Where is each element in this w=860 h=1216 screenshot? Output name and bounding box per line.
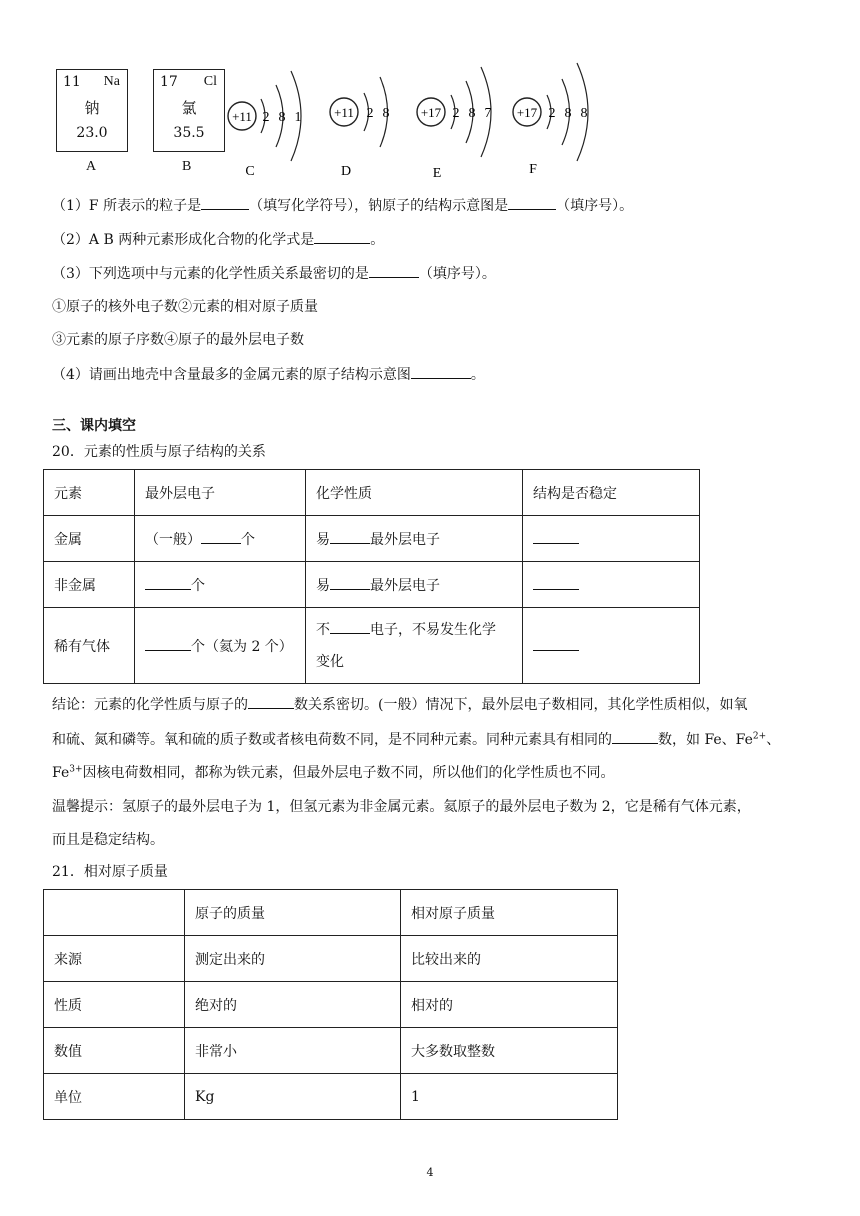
table-cell: 个: [135, 562, 306, 608]
atomic-number: 17: [160, 74, 178, 90]
answer-blank[interactable]: [201, 529, 241, 544]
q19-options-1-2: ①原子的核外电子数②元素的相对原子质量: [52, 299, 318, 315]
atom-diagram-f: [513, 63, 588, 177]
figure-label-f: F: [529, 162, 537, 177]
table-cell: 非金属: [44, 562, 135, 608]
shell-electron-count: 8: [564, 106, 572, 121]
conclusion-line-1: 结论：元素的化学性质与原子的 数关系密切。(一般）情况下，最外层电子数相同，其化学性质相似，如氧: [52, 694, 747, 715]
answer-blank[interactable]: [330, 575, 370, 590]
atomic-mass: 35.5: [173, 125, 205, 141]
conclusion-line-2: 和硫、氮和磷等。氧和硫的质子数或者核电荷数不同，是不同种元素。同种元素具有相同的 数，如 Fe、$Fe^{2+}$、: [52, 729, 780, 750]
shell-electron-count: 8: [468, 106, 476, 121]
atomic-number: 11: [63, 74, 81, 90]
q20-table: [43, 469, 700, 684]
element-symbol: Na: [103, 74, 120, 89]
table-cell: （一般） 个: [135, 516, 306, 562]
answer-blank[interactable]: [612, 729, 658, 744]
answer-blank[interactable]: [314, 229, 370, 244]
atom-structure-diagrams: [0, 55, 860, 185]
shell-electron-count: 8: [278, 110, 286, 125]
atom-diagram-d: [330, 77, 390, 179]
table-row: [44, 516, 700, 562]
table-row: [44, 608, 700, 684]
atom-diagram-e: [417, 67, 492, 181]
answer-blank[interactable]: [145, 636, 191, 651]
figure-label-c: C: [245, 164, 255, 179]
table-cell: [523, 516, 700, 562]
q21-table: [43, 889, 618, 1120]
figure-label-b: B: [182, 159, 192, 174]
table-cell: 单位: [44, 1074, 185, 1120]
q19-part1: （1）F 所表示的粒子是 （填写化学符号），钠原子的结构示意图是 （填序号）。: [52, 195, 633, 216]
table-header-cell: 元素: [44, 470, 135, 516]
table-header-cell: [44, 890, 185, 936]
figure-label-a: A: [86, 159, 97, 174]
table-cell: 不 电子，不易发生化学 变化: [306, 608, 523, 684]
table-header-cell: 相对原子质量: [401, 890, 618, 936]
table-header-cell: 结构是否稳定: [523, 470, 700, 516]
tip-line-1: 温馨提示：氢原子的最外层电子为 1，但氢元素为非金属元素。氦原子的最外层电子数为 2，它是稀有气体元素，: [52, 799, 751, 815]
table-cell: [523, 562, 700, 608]
element-name: 氯: [181, 99, 197, 117]
nucleus-charge: +17: [420, 105, 442, 120]
table-cell: 相对的: [401, 982, 618, 1028]
shell-electron-count: 8: [382, 106, 390, 121]
q19-part4: （4）请画出地壳中含量最多的金属元素的原子结构示意图 。: [52, 364, 485, 385]
figure-label-e: E: [432, 166, 442, 181]
q21-title: 21．相对原子质量: [52, 864, 168, 880]
tip-line-2: 而且是稳定结构。: [52, 832, 164, 848]
answer-blank[interactable]: [533, 575, 579, 590]
table-cell: 绝对的: [185, 982, 401, 1028]
answer-blank[interactable]: [330, 619, 370, 634]
page-number: 4: [426, 1166, 434, 1179]
nucleus-charge: +17: [516, 105, 538, 120]
table-header-cell: 化学性质: [306, 470, 523, 516]
answer-blank[interactable]: [145, 575, 191, 590]
table-cell: 金属: [44, 516, 135, 562]
answer-blank[interactable]: [201, 195, 249, 210]
element-name: 钠: [84, 99, 100, 117]
table-cell: 易 最外层电子: [306, 562, 523, 608]
shell-electron-count: 2: [548, 106, 556, 121]
table-row: [44, 982, 618, 1028]
nucleus-charge: +11: [334, 105, 354, 120]
answer-blank[interactable]: [533, 636, 579, 651]
table-cell: 1: [401, 1074, 618, 1120]
conclusion-line-3: $Fe^{3+}$因核电荷数相同，都称为铁元素，但最外层电子数不同，所以他们的化学性质也不同。: [52, 764, 615, 781]
answer-blank[interactable]: [369, 263, 419, 278]
table-cell: [523, 608, 700, 684]
answer-blank[interactable]: [330, 529, 370, 544]
table-cell: 测定出来的: [185, 936, 401, 982]
atom-diagram-c: [228, 71, 302, 179]
shell-electron-count: 2: [262, 110, 270, 125]
q19-options-3-4: ③元素的原子序数④原子的最外层电子数: [52, 332, 304, 348]
shell-electron-count: 2: [452, 106, 460, 121]
table-cell: 非常小: [185, 1028, 401, 1074]
table-cell: 数值: [44, 1028, 185, 1074]
table-cell: Kg: [185, 1074, 401, 1120]
q20-title: 20．元素的性质与原子结构的关系: [52, 444, 266, 460]
table-cell: 稀有气体: [44, 608, 135, 684]
figure-label-d: D: [340, 164, 352, 179]
table-cell: 个（氦为 2 个）: [135, 608, 306, 684]
table-row: [44, 890, 618, 936]
table-row: [44, 936, 618, 982]
nucleus-charge: +11: [232, 109, 252, 124]
answer-blank[interactable]: [411, 364, 471, 379]
q19-part2: （2）A B 两种元素形成化合物的化学式是 。: [52, 229, 384, 250]
table-row: [44, 1074, 618, 1120]
answer-blank[interactable]: [533, 529, 579, 544]
table-header-cell: 最外层电子: [135, 470, 306, 516]
section-title: 三、课内填空: [52, 418, 136, 434]
table-cell: 来源: [44, 936, 185, 982]
shell-electron-count: 1: [294, 110, 302, 125]
answer-blank[interactable]: [248, 694, 294, 709]
table-cell: 性质: [44, 982, 185, 1028]
table-cell: 比较出来的: [401, 936, 618, 982]
table-cell: 大多数取整数: [401, 1028, 618, 1074]
table-header-cell: 原子的质量: [185, 890, 401, 936]
table-cell: 易 最外层电子: [306, 516, 523, 562]
atomic-mass: 23.0: [76, 125, 108, 141]
answer-blank[interactable]: [508, 195, 556, 210]
element-symbol: Cl: [203, 74, 217, 89]
q19-part3: （3）下列选项中与元素的化学性质关系最密切的是 （填序号）。: [52, 263, 496, 284]
table-row: [44, 1028, 618, 1074]
shell-electron-count: 2: [366, 106, 374, 121]
shell-electron-count: 7: [484, 106, 492, 121]
table-row: [44, 562, 700, 608]
shell-electron-count: 8: [580, 106, 588, 121]
